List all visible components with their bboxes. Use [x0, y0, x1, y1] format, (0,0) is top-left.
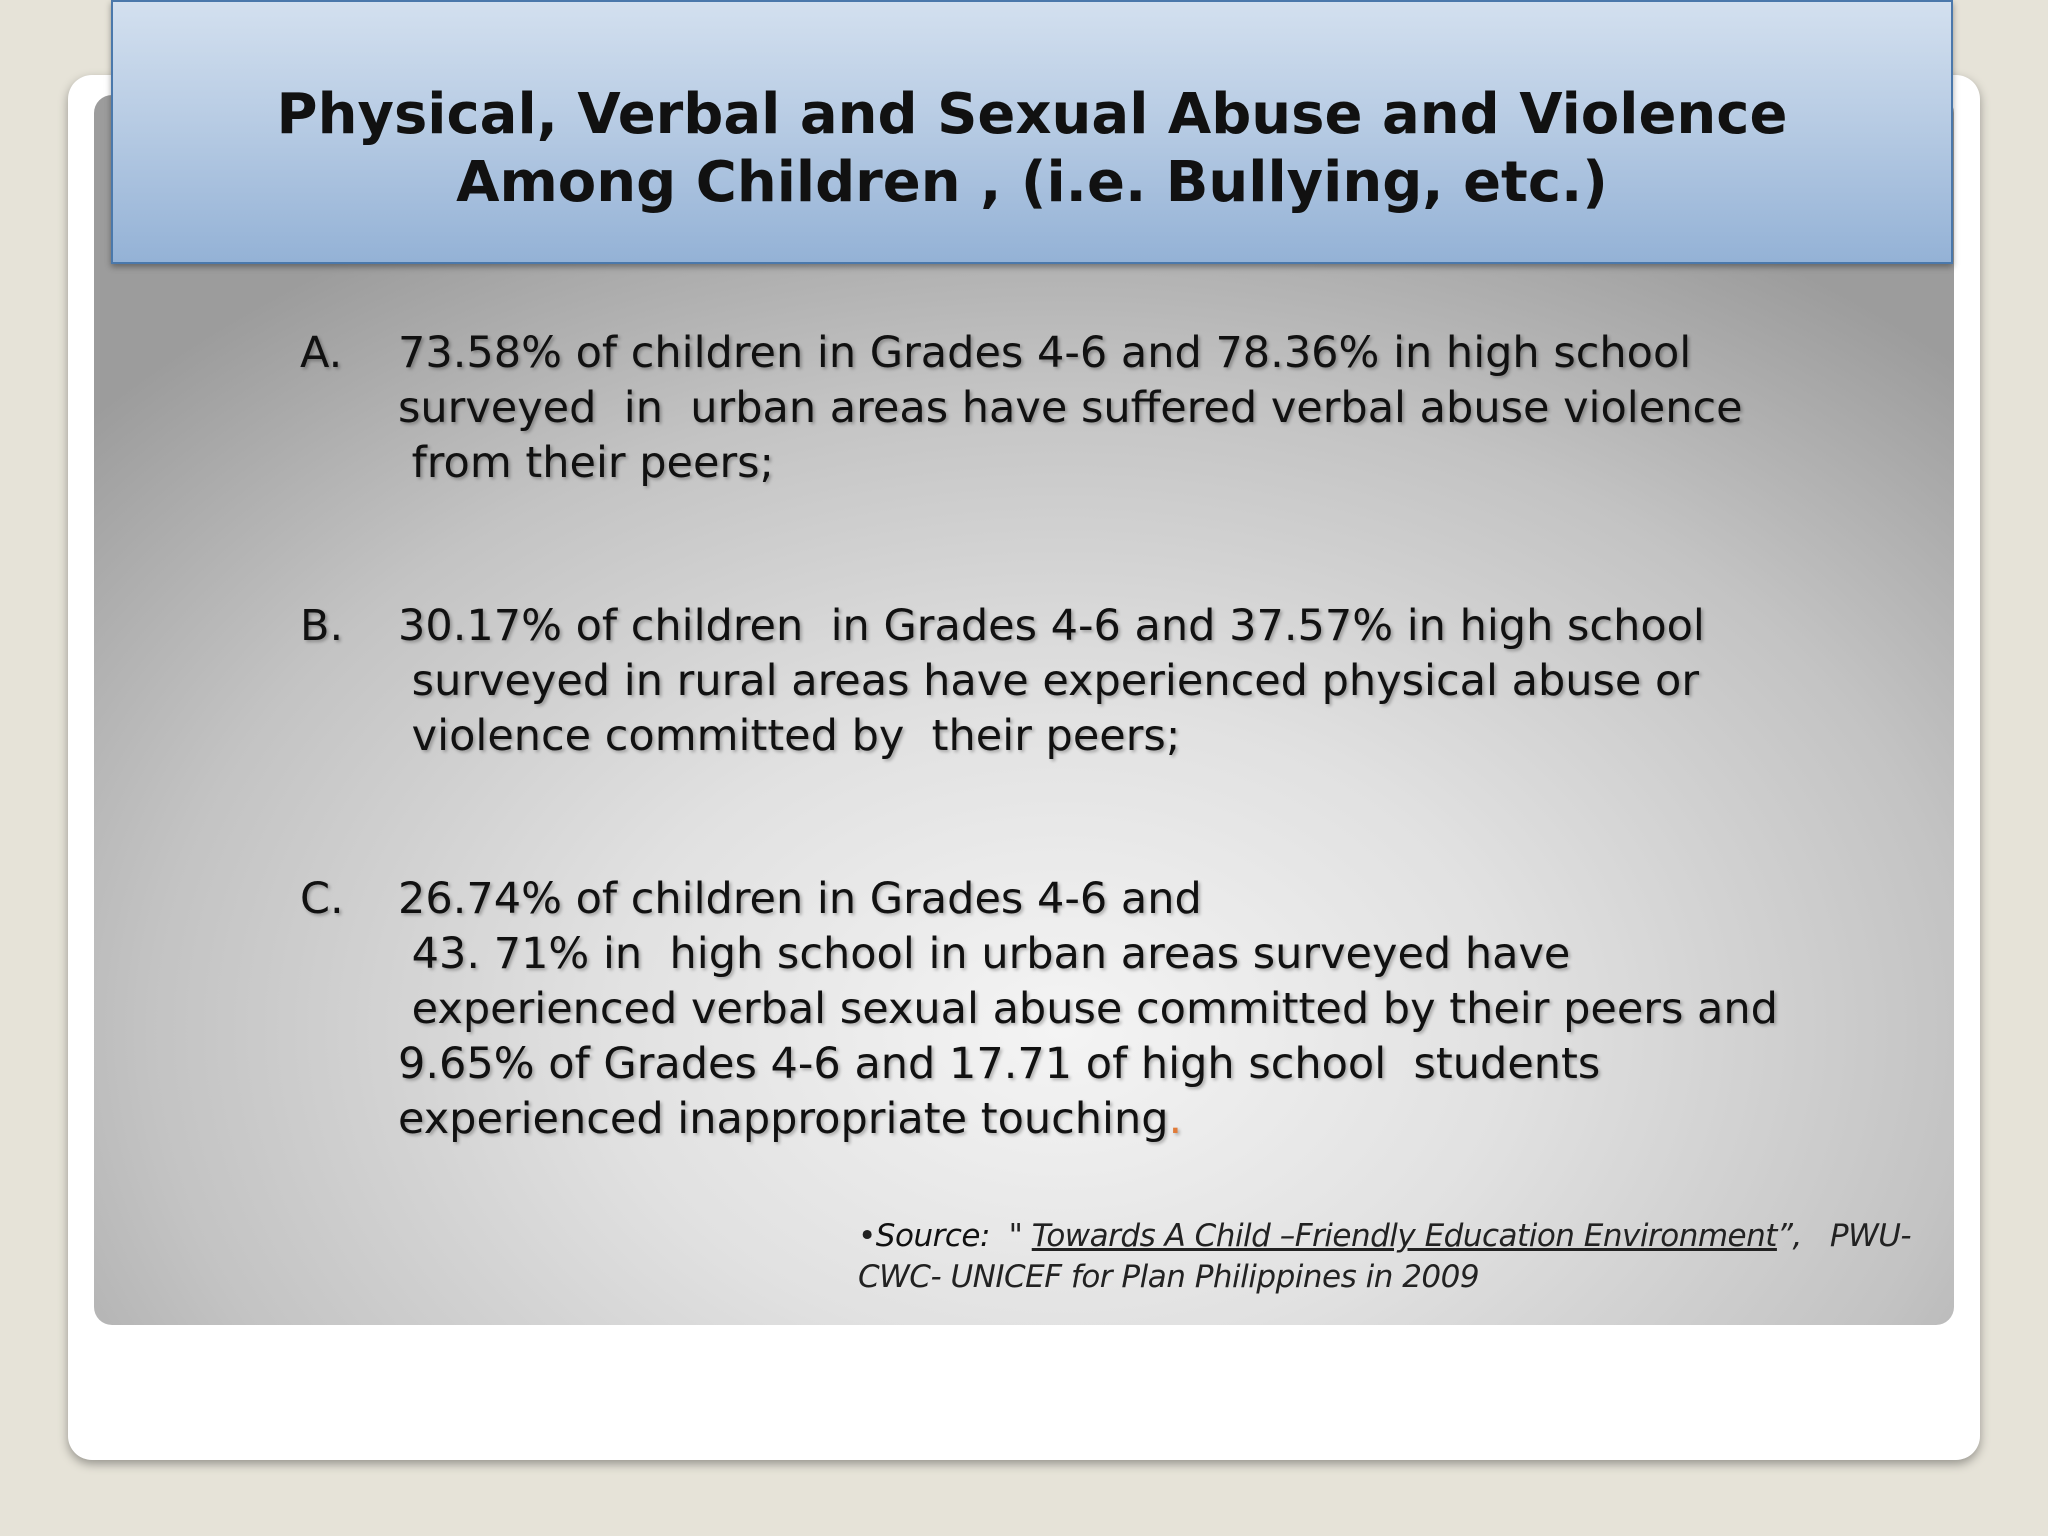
source-citation [858, 1216, 1938, 1298]
title-line-2: Among Children , (i.e. Bullying, etc.) [456, 150, 1608, 215]
accent-period: . [1168, 1094, 1183, 1144]
finding-line: experienced verbal sexual abuse committed by their peers and [398, 984, 1778, 1034]
finding-line: from their peers; [398, 438, 775, 488]
finding-line: surveyed in rural areas have experienced physical abuse or [398, 656, 1700, 706]
finding-line: 26.74% of children in Grades 4-6 and [398, 874, 1202, 924]
finding-line: surveyed in urban areas have suffered verbal abuse violence [398, 383, 1743, 433]
finding-line-text: experienced inappropriate touching [398, 1094, 1169, 1144]
finding-letter: A. [300, 328, 343, 378]
source-publisher: ”, PWU- [1776, 1218, 1912, 1254]
source-label: Source: [875, 1218, 990, 1254]
title-banner [111, 0, 1953, 264]
finding-line: violence committed by their peers; [398, 711, 1181, 761]
finding-line: 9.65% of Grades 4-6 and 17.71 of high school students [398, 1039, 1601, 1089]
bullet-icon: • [858, 1218, 876, 1254]
slide-title [277, 81, 1788, 217]
finding-c [300, 872, 1900, 1147]
source-line-2: CWC- UNICEF for Plan Philippines in 2009 [858, 1259, 1480, 1295]
source-reference-link[interactable]: Towards A Child –Friendly Education Environment [1031, 1218, 1777, 1254]
open-quote: " [989, 1218, 1032, 1254]
finding-line: 30.17% of children in Grades 4-6 and 37.57% in high school [398, 601, 1705, 651]
finding-a [300, 326, 1900, 491]
finding-line: 43. 71% in high school in urban areas surveyed have [398, 929, 1571, 979]
finding-b [300, 599, 1900, 764]
findings-list [300, 326, 1900, 1147]
finding-line-last [300, 1092, 1900, 1147]
title-line-1: Physical, Verbal and Sexual Abuse and Violence [276, 82, 1788, 147]
finding-line: 73.58% of children in Grades 4-6 and 78.36% in high school [398, 328, 1692, 378]
finding-letter: B. [300, 601, 344, 651]
finding-letter: C. [300, 874, 344, 924]
